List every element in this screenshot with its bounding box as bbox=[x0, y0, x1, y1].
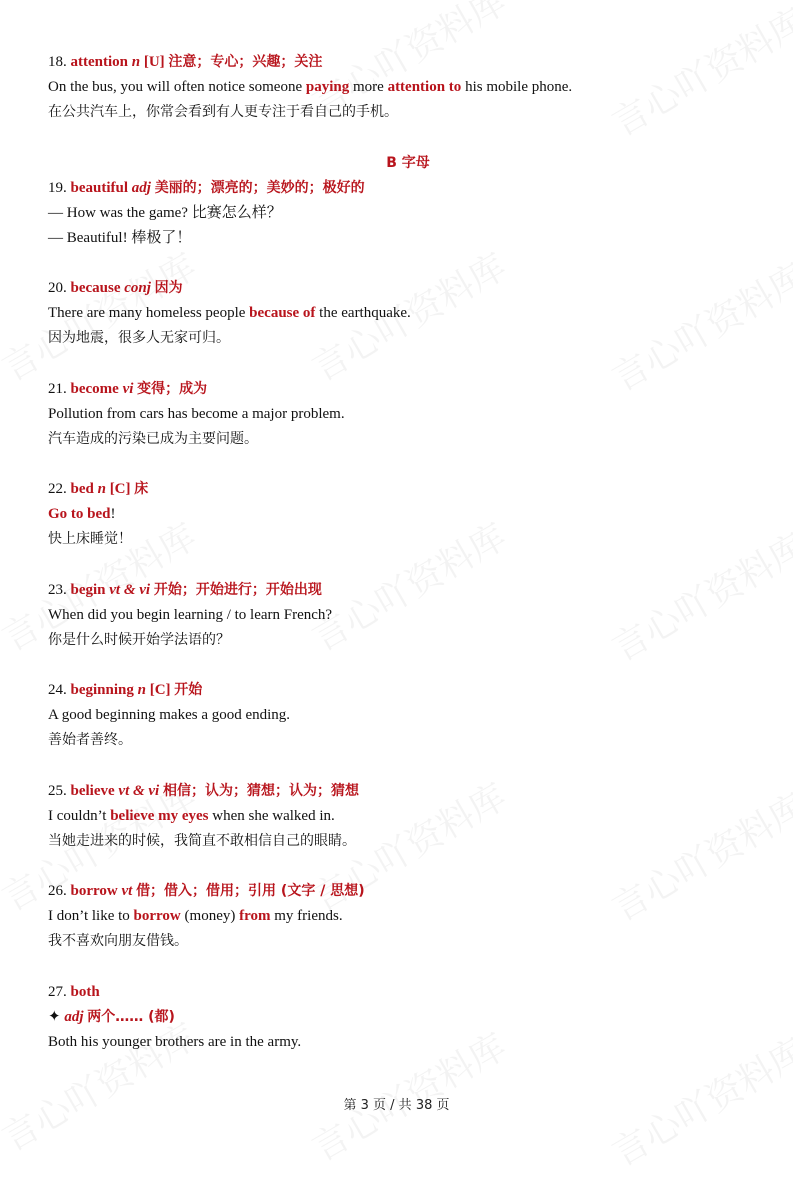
entry-pos: n bbox=[137, 682, 146, 698]
entry-tag: [C] bbox=[109, 481, 131, 497]
example-sentence: When did you begin learning / to learn French? bbox=[48, 606, 333, 623]
entry-meaning: 美丽的；漂亮的；美妙的；极好的 bbox=[154, 179, 365, 196]
entry-tag: [C] bbox=[149, 682, 171, 698]
sentence-highlight: believe my eyes bbox=[110, 807, 209, 824]
entry-heading bbox=[48, 578, 748, 603]
entry-heading bbox=[48, 276, 748, 301]
example-sentence bbox=[48, 301, 748, 326]
entry-heading bbox=[48, 377, 748, 402]
example-sentence bbox=[48, 75, 748, 100]
entry-heading bbox=[48, 678, 748, 703]
sentence-text: more bbox=[349, 79, 388, 95]
sentence-text: his mobile phone. bbox=[461, 79, 573, 95]
entry-pos: conj bbox=[124, 280, 151, 296]
example-translation: 因为地震，很多人无家可归。 bbox=[48, 330, 230, 346]
entry-number: 22. bbox=[48, 481, 67, 497]
entry-number: 27. bbox=[48, 983, 67, 1000]
sentence-text: On the bus, you will often notice someone bbox=[48, 79, 306, 95]
sentence-highlight: borrow bbox=[133, 908, 181, 924]
sentence-highlight: attention to bbox=[387, 79, 462, 95]
entry-number: 23. bbox=[48, 581, 67, 598]
star-bullet-icon: ✦ bbox=[48, 1008, 61, 1025]
example-sentence: Both his younger brothers are in the army. bbox=[48, 1033, 302, 1050]
example-sentence: A good beginning makes a good ending. bbox=[48, 707, 291, 723]
entry-tag: [U] bbox=[143, 54, 165, 70]
sentence-text: I don’t like to bbox=[48, 908, 134, 924]
entry-pos: adj bbox=[64, 1008, 84, 1025]
sentence-text: the earthquake. bbox=[315, 305, 411, 321]
entry-pos: vt bbox=[121, 883, 133, 899]
sentence-text: I couldn’t bbox=[48, 807, 111, 824]
page-footer: 第 3 页 / 共 38 页 bbox=[343, 1098, 450, 1113]
entry-word: beautiful bbox=[70, 179, 129, 196]
entry-word: bed bbox=[70, 481, 94, 497]
entry-meaning: 变得；成为 bbox=[137, 380, 208, 397]
example-sentence: Pollution from cars has become a major problem. bbox=[48, 405, 345, 422]
vocabulary-list bbox=[48, 50, 748, 1055]
sentence-highlight: because of bbox=[249, 305, 316, 321]
section-title: B 字母 bbox=[386, 154, 430, 171]
entry-pos: n bbox=[131, 54, 141, 70]
entry-pos: vi bbox=[122, 380, 134, 397]
entry-word: because bbox=[70, 280, 121, 296]
entry-meaning: 开始 bbox=[174, 682, 203, 698]
sub-sense-heading bbox=[48, 1005, 748, 1030]
sentence-text: There are many homeless people bbox=[48, 305, 250, 321]
entry-meaning: 注意；专心；兴趣；关注 bbox=[168, 54, 323, 70]
entry-meaning: 因为 bbox=[154, 280, 183, 296]
sentence-text: (money) bbox=[180, 908, 240, 924]
entry-word: become bbox=[70, 380, 119, 397]
entry-pos: vt & vi bbox=[118, 782, 160, 799]
entry-heading bbox=[48, 879, 748, 904]
sentence-text: when she walked in. bbox=[208, 807, 335, 824]
entry-heading bbox=[48, 779, 748, 804]
entry-meaning: 相信；认为；猜想；认为；猜想 bbox=[162, 782, 359, 799]
entry-pos: vt & vi bbox=[109, 581, 151, 598]
sentence-highlight: paying bbox=[305, 79, 350, 95]
entry-word: beginning bbox=[70, 682, 134, 698]
entry-meaning: 床 bbox=[134, 481, 149, 497]
example-translation: 当她走进来的时候，我简直不敢相信自己的眼睛。 bbox=[48, 832, 356, 849]
example-translation: 善始者善终。 bbox=[48, 732, 132, 748]
entry-word: believe bbox=[70, 782, 115, 799]
entry-word: borrow bbox=[70, 883, 118, 899]
entry-meaning: 开始；开始进行；开始出现 bbox=[153, 581, 322, 598]
sentence-highlight: Go to bed bbox=[48, 506, 111, 522]
entry-number: 25. bbox=[48, 782, 67, 799]
sentence-text: ! bbox=[110, 506, 116, 522]
entry-pos: n bbox=[97, 481, 106, 497]
entry-heading bbox=[48, 980, 748, 1005]
entry-number: 18. bbox=[48, 54, 67, 70]
entry-heading bbox=[48, 477, 748, 502]
entry-number: 19. bbox=[48, 179, 67, 196]
entry-pos: adj bbox=[131, 179, 151, 196]
example-sentence bbox=[48, 904, 748, 929]
dialog-line: — How was the game? 比赛怎么样？ bbox=[48, 204, 282, 221]
example-translation: 你是什么时候开始学法语的？ bbox=[48, 631, 230, 648]
entry-number: 21. bbox=[48, 380, 67, 397]
entry-meaning: 借；借入；借用；引用 (文字 / 思想) bbox=[136, 883, 365, 899]
entry-number: 24. bbox=[48, 682, 67, 698]
entry-number: 20. bbox=[48, 280, 67, 296]
entry-word: both bbox=[70, 983, 100, 1000]
example-sentence bbox=[48, 502, 748, 527]
entry-heading bbox=[48, 176, 748, 201]
entry-meaning: 两个…… (都) bbox=[87, 1008, 175, 1025]
example-translation: 在公共汽车上，你常会看到有人更专注于看自己的手机。 bbox=[48, 104, 398, 120]
sentence-highlight: from bbox=[239, 908, 271, 924]
example-translation: 我不喜欢向朋友借钱。 bbox=[48, 933, 188, 949]
sentence-text: my friends. bbox=[270, 908, 343, 924]
entry-word: attention bbox=[70, 54, 128, 70]
example-translation: 快上床睡觉！ bbox=[48, 531, 132, 547]
entry-word: begin bbox=[70, 581, 106, 598]
example-translation: 汽车造成的污染已成为主要问题。 bbox=[48, 430, 258, 447]
entry-number: 26. bbox=[48, 883, 67, 899]
dialog-line: — Beautiful! 棒极了！ bbox=[48, 229, 192, 246]
entry-heading bbox=[48, 50, 748, 75]
example-sentence bbox=[48, 804, 748, 829]
